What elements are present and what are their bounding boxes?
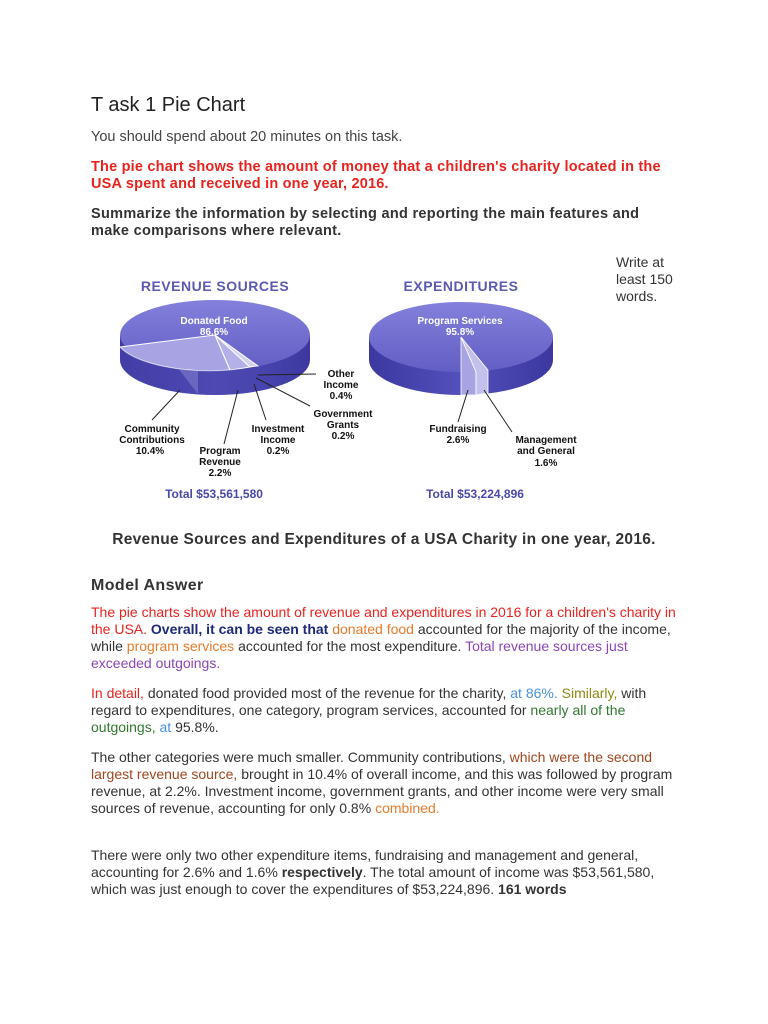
model-answer-heading: Model Answer: [91, 577, 204, 594]
revenue-pie: [120, 300, 310, 395]
p4-total: . The total amount of income was $53,561,580, which was just enough to cover the expenditures of $53,224,896.: [91, 864, 655, 897]
p1-intro: The pie charts show the amount of revenue and expenditures in 2016 for a children's charity in the USA.: [91, 604, 676, 637]
p3-combined: combined.: [375, 800, 440, 816]
expenditure-value-management: 1.6%: [534, 458, 558, 469]
leader-line-community: [152, 390, 180, 420]
p3-second-largest: which were the second largest revenue source,: [91, 749, 653, 782]
revenue-label-community-line1: Community: [124, 424, 180, 435]
expenditure-label-program-services: Program Services: [417, 316, 503, 327]
model-paragraph-4: [91, 847, 681, 898]
p1-donated-food: donated food: [332, 621, 414, 637]
task-description: The pie chart shows the amount of money that a children's charity located in the USA spent and received in one year, 2016.: [91, 159, 661, 192]
pie-charts-svg: [100, 262, 600, 512]
revenue-value-program: 2.2%: [208, 468, 232, 479]
p2-at: at: [159, 719, 172, 735]
expenditure-label-management-line2: and General: [517, 446, 575, 457]
revenue-total: Total $53,561,580: [165, 487, 263, 501]
p1-majority: accounted for the majority of the income, while: [91, 621, 671, 654]
p2-in-detail: In detail,: [91, 685, 144, 701]
revenue-label-other-line1: Other: [327, 369, 355, 380]
expenditure-label-management-line1: Management: [515, 435, 577, 446]
p4-respectively: respectively: [281, 864, 363, 880]
expenditure-label-fundraising: Fundraising: [429, 424, 487, 435]
model-paragraph-2: [91, 685, 681, 736]
revenue-label-grants-line1: Government: [313, 409, 373, 420]
revenue-value-other: 0.4%: [329, 391, 353, 402]
revenue-label-program-line1: Program: [199, 446, 241, 457]
time-instruction: You should spend about 20 minutes on this task.: [91, 129, 403, 145]
revenue-label-grants-line2: Grants: [326, 420, 360, 431]
p1-total: Total revenue sources just exceeded outgoings.: [91, 638, 628, 671]
p2-at-86: at 86%.: [510, 685, 558, 701]
chart-caption: Revenue Sources and Expenditures of a USA Charity in one year, 2016.: [112, 531, 656, 548]
p1-overall: Overall, it can be seen that: [150, 621, 329, 637]
revenue-label-program-line2: Revenue: [199, 457, 241, 468]
leader-line-management: [484, 390, 512, 432]
revenue-label-donated-food: Donated Food: [180, 316, 248, 327]
revenue-label-community-line2: Contributions: [119, 435, 185, 446]
revenue-value-community: 10.4%: [135, 446, 165, 457]
revenue-value-investment: 0.2%: [266, 446, 290, 457]
revenue-value-grants: 0.2%: [331, 431, 355, 442]
expenditure-value-program-services: 95.8%: [445, 327, 475, 338]
page-title: T ask 1 Pie Chart: [91, 94, 246, 116]
revenue-value-donated-food: 86.6%: [199, 327, 229, 338]
model-paragraph-3: [91, 749, 681, 817]
word-count-instruction: Write at least 150 words.: [616, 254, 673, 304]
p3-figures: brought in 10.4% of overall income, and this was followed by program revenue, at 2.2%. Investment income, government grants, and other income were very small sources of revenue, accounting for only 0.8%: [91, 766, 673, 816]
model-paragraph-1: [91, 604, 681, 672]
p1-most-expenditure: accounted for the most expenditure.: [238, 638, 462, 654]
p4-word-count: 161 words: [498, 881, 567, 897]
pie-charts-figure: [100, 262, 600, 517]
expenditure-chart-title: EXPENDITURES: [403, 278, 519, 294]
revenue-label-other-line2: Income: [323, 380, 359, 391]
revenue-label-investment-line2: Income: [260, 435, 296, 446]
p2-similarly: Similarly,: [561, 685, 618, 701]
p3-other: The other categories were much smaller. Community contributions,: [91, 749, 506, 765]
expenditure-value-fundraising: 2.6%: [446, 435, 470, 446]
leader-line-program-revenue: [224, 390, 238, 444]
p1-program-services: program services: [126, 638, 235, 654]
p2-donated: donated food provided most of the revenue for the charity,: [147, 685, 507, 701]
revenue-label-investment-line1: Investment: [251, 424, 305, 435]
p2-958: 95.8%.: [175, 719, 219, 735]
p2-expenditures: with regard to expenditures, one category, program services, accounted for: [91, 685, 647, 718]
summary-instruction: Summarize the information by selecting and reporting the main features and make comparisons where relevant.: [91, 206, 640, 239]
p2-nearly-all: nearly all of the outgoings,: [91, 702, 626, 735]
expenditure-total: Total $53,224,896: [426, 487, 524, 501]
revenue-chart-title: REVENUE SOURCES: [140, 278, 290, 294]
p4-items: There were only two other expenditure items, fundraising and management and general, accounting for 2.6% and 1.6%: [91, 847, 639, 880]
